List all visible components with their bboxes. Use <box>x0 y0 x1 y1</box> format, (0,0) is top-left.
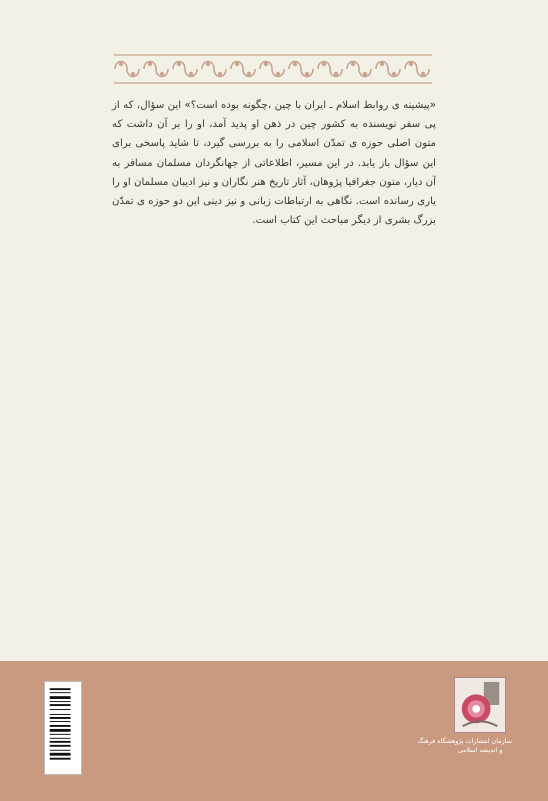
description-paragraph: «پیشینه ی روابط اسلام ـ ایران با چین ،چگونه بوده است؟» این سؤال، که از پی سفر نویسنده به کشور چین در ذهن او پدید آمد، او را بر آن داشت که متون اصلی حوزه ی تمدّن اسلامی را به بررسی گیرد، تا شاید پاسخی برای این سؤال باز یابد. در این مسیر، اطلاعاتی از جهانگردان مسلمان مسافر به آن دیار، متون جغرافیا پژوهان، آثار تاریخ هنر نگاران و نیز ادیبان مسلمان او را یاری رسانده است. نگاهی به ارتباطات زبانی و نیز دینی این دو حوزه ی تمدّن بزرگ بشری از دیگر مباحث این کتاب است. <box>112 100 436 227</box>
description-text <box>112 96 436 230</box>
barcode-icon <box>44 681 82 775</box>
floral-border-icon <box>112 52 434 86</box>
publisher-line-1: سازمان انتشارات پژوهشگاه فرهنگ <box>417 737 512 745</box>
publisher-name <box>417 737 512 755</box>
publisher-logo-icon <box>454 677 506 733</box>
publisher-line-2: و اندیشه اسلامی <box>457 746 503 754</box>
